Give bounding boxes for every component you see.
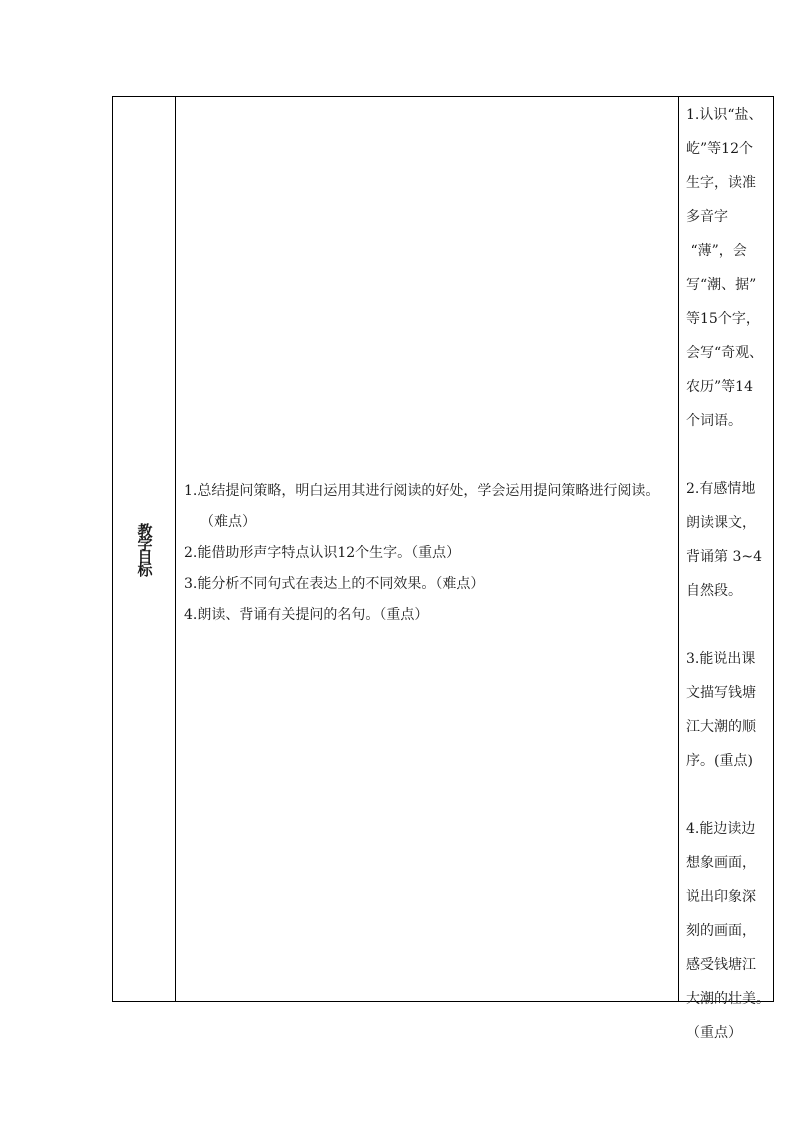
lesson-objective-item: 2.有感情地 朗读课文， 背诵第 3~4 自然段。 (686, 481, 762, 599)
teaching-objectives-table (112, 96, 774, 1041)
row-header-cell (113, 97, 175, 1001)
objectives-cell (176, 97, 678, 1001)
objective-item: 1.总结提问策略，明白运用其进行阅读的好处，学会运用提问策略进行阅读。（难点） (184, 483, 660, 530)
lesson-objective-item: 1.认识“盐、 屹”等12个 生字，读准 多音字 “薄”，会 写“潮、据” 等15个字， 会写“奇观、 农历”等14 个词语。 (686, 107, 764, 429)
row-header-label: 教学目标 (135, 523, 154, 575)
lesson-objectives-cell (679, 97, 773, 1041)
lesson-objective-item: 4.能边读边 想象画面， 说出印象深 刻的画面， 感受钱塘江 大潮的壮美。 （重点） (686, 821, 770, 1041)
objective-item: 2.能借助形声字特点认识12个生字。（重点） (184, 545, 461, 561)
lesson-objective-item: 3.能说出课 文描写钱塘 江大潮的顺 序。(重点) (686, 651, 756, 769)
objective-item: 4.朗读、背诵有关提问的名句。（重点） (184, 607, 429, 623)
objective-item: 3.能分析不同句式在表达上的不同效果。（难点） (184, 576, 485, 592)
